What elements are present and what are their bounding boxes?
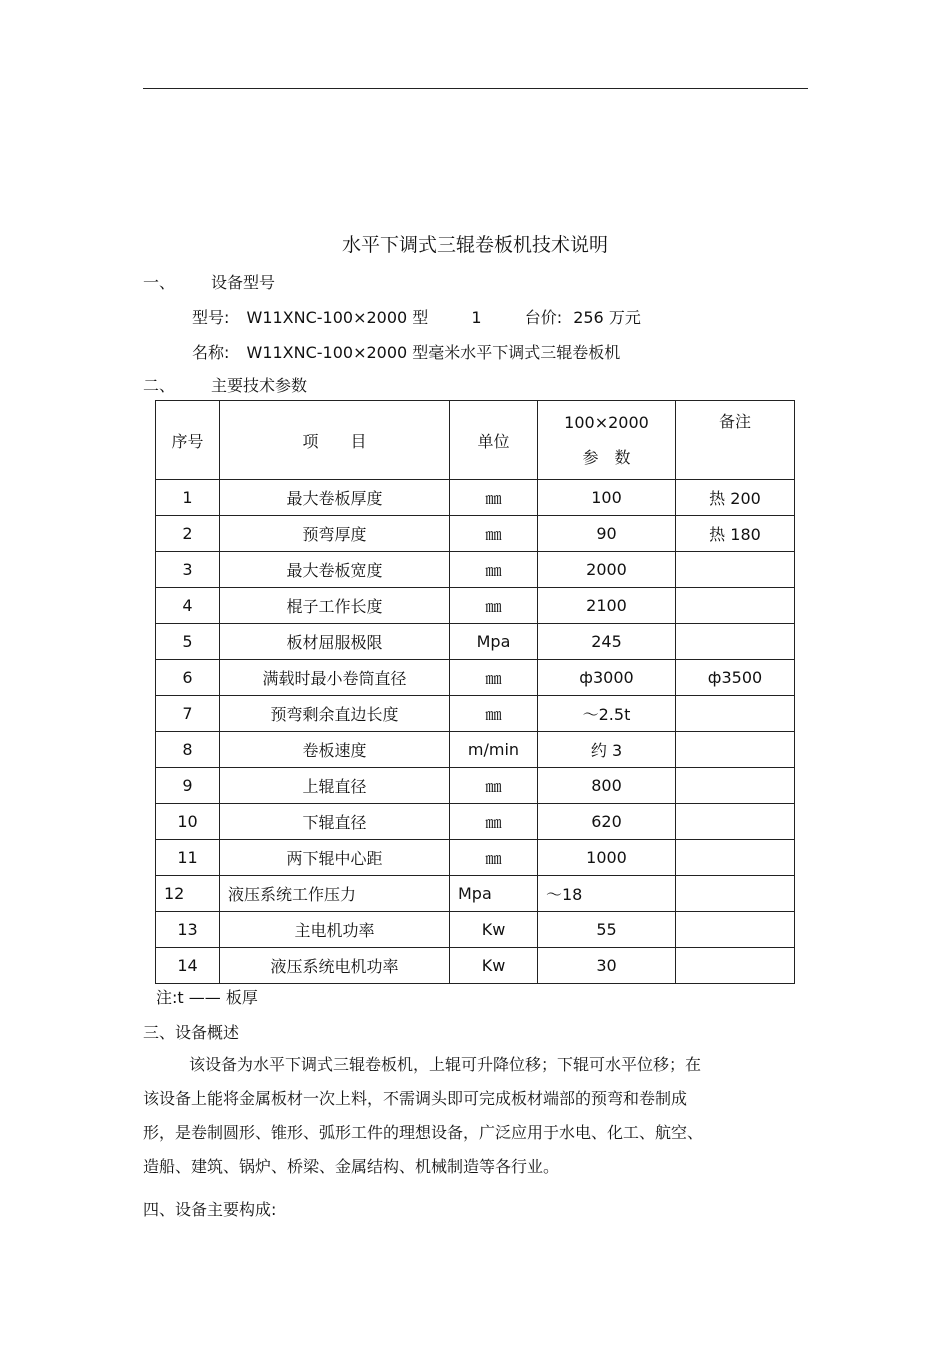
row-no: 9 [156, 768, 220, 804]
row-item: 卷板速度 [220, 732, 450, 768]
section-1-title: 设备型号 [211, 273, 276, 292]
row-item: 液压系统电机功率 [220, 948, 450, 984]
row-item: 液压系统工作压力 [220, 876, 450, 912]
row-item: 满载时最小卷筒直径 [220, 660, 450, 696]
table-row [156, 912, 795, 948]
row-no: 3 [156, 552, 220, 588]
spec-table-header [156, 401, 795, 480]
row-no: 1 [156, 480, 220, 516]
row-remark [676, 804, 795, 840]
row-item: 棍子工作长度 [220, 588, 450, 624]
row-item: 上辊直径 [220, 768, 450, 804]
document-title: 水平下调式三辊卷板机技术说明 [341, 234, 608, 256]
row-value: 800 [538, 768, 676, 804]
row-remark [676, 876, 795, 912]
row-unit: ㎜ [450, 552, 538, 588]
price-value: 256 万元 [573, 308, 641, 327]
row-value: ф3000 [538, 660, 676, 696]
paragraph-line: 该设备为水平下调式三辊卷板机，上辊可升降位移；下辊可水平位移；在 [189, 1055, 702, 1074]
table-row [156, 732, 795, 768]
table-row [156, 624, 795, 660]
row-unit: Kw [450, 912, 538, 948]
row-remark [676, 624, 795, 660]
paragraph-line: 该设备上能将金属板材一次上料，不需调头即可完成板材端部的预弯和卷制成 [143, 1089, 688, 1108]
row-unit: Mpa [450, 624, 538, 660]
row-unit: ㎜ [450, 804, 538, 840]
row-no: 11 [156, 840, 220, 876]
row-value: 620 [538, 804, 676, 840]
header-rule [143, 88, 808, 89]
table-row [156, 696, 795, 732]
row-no: 4 [156, 588, 220, 624]
header-unit: 单位 [450, 401, 538, 480]
row-value: 90 [538, 516, 676, 552]
row-unit: ㎜ [450, 696, 538, 732]
row-no: 6 [156, 660, 220, 696]
row-unit: ㎜ [450, 840, 538, 876]
section-2-number: 二、 [143, 376, 176, 395]
row-value: 1000 [538, 840, 676, 876]
section-1-number: 一、 [143, 273, 176, 292]
row-no: 5 [156, 624, 220, 660]
row-item: 最大卷板宽度 [220, 552, 450, 588]
row-remark [676, 768, 795, 804]
table-row [156, 840, 795, 876]
row-remark [676, 912, 795, 948]
header-item: 项 目 [220, 401, 450, 480]
table-row [156, 480, 795, 516]
paragraph-line: 形，是卷制圆形、锥形、弧形工件的理想设备，广泛应用于水电、化工、航空、 [143, 1123, 704, 1142]
row-remark [676, 552, 795, 588]
table-row [156, 516, 795, 552]
row-item: 预弯剩余直边长度 [220, 696, 450, 732]
row-value: 2100 [538, 588, 676, 624]
row-item: 两下辊中心距 [220, 840, 450, 876]
row-no: 14 [156, 948, 220, 984]
row-remark [676, 840, 795, 876]
table-row [156, 552, 795, 588]
row-value: ～2.5t [538, 696, 676, 732]
row-value: 100 [538, 480, 676, 516]
section-1-heading [143, 270, 275, 293]
row-unit: ㎜ [450, 516, 538, 552]
row-unit: ㎜ [450, 588, 538, 624]
table-row [156, 876, 795, 912]
table-row [156, 948, 795, 984]
name-line [192, 340, 620, 363]
header-no: 序号 [156, 401, 220, 480]
section-3-paragraph [143, 1048, 783, 1184]
row-unit: m/min [450, 732, 538, 768]
table-note: 注:t —— 板厚 [156, 988, 258, 1007]
section-2-title: 主要技术参数 [211, 376, 308, 395]
header-param-bottom: 参 数 [582, 448, 631, 467]
section-3-heading: 三、设备概述 [143, 1023, 240, 1042]
name-label: 名称: [192, 343, 230, 362]
row-no: 10 [156, 804, 220, 840]
model-value: W11XNC-100×2000 型 [246, 308, 429, 327]
row-unit: Mpa [450, 876, 538, 912]
row-unit: ㎜ [450, 480, 538, 516]
row-remark: 热 180 [676, 516, 795, 552]
header-remark: 备注 [676, 401, 795, 480]
row-unit: Kw [450, 948, 538, 984]
row-remark [676, 696, 795, 732]
row-value: 30 [538, 948, 676, 984]
name-value: W11XNC-100×2000 型毫米水平下调式三辊卷板机 [246, 343, 621, 362]
model-quantity: 1 [471, 308, 482, 327]
header-param-top: 100×2000 [564, 413, 649, 432]
row-value: 55 [538, 912, 676, 948]
row-value: ～18 [538, 876, 676, 912]
table-row [156, 768, 795, 804]
row-value: 2000 [538, 552, 676, 588]
row-remark [676, 948, 795, 984]
row-remark [676, 588, 795, 624]
row-value: 245 [538, 624, 676, 660]
row-item: 主电机功率 [220, 912, 450, 948]
model-label: 型号: [192, 308, 230, 327]
row-remark: 热 200 [676, 480, 795, 516]
row-item: 下辊直径 [220, 804, 450, 840]
model-line [192, 305, 641, 328]
row-remark [676, 732, 795, 768]
row-value: 约 3 [538, 732, 676, 768]
row-no: 7 [156, 696, 220, 732]
table-row [156, 660, 795, 696]
paragraph-line: 造船、建筑、锅炉、桥梁、金属结构、机械制造等各行业。 [143, 1157, 560, 1176]
row-no: 13 [156, 912, 220, 948]
section-4-heading: 四、设备主要构成: [143, 1200, 277, 1219]
row-no: 12 [156, 876, 220, 912]
row-unit: ㎜ [450, 768, 538, 804]
row-no: 2 [156, 516, 220, 552]
row-item: 板材屈服极限 [220, 624, 450, 660]
row-remark: ф3500 [676, 660, 795, 696]
row-no: 8 [156, 732, 220, 768]
row-item: 预弯厚度 [220, 516, 450, 552]
row-unit: ㎜ [450, 660, 538, 696]
spec-table [155, 400, 795, 984]
price-label: 台价: [524, 308, 563, 327]
table-row [156, 588, 795, 624]
row-item: 最大卷板厚度 [220, 480, 450, 516]
header-param [538, 401, 676, 480]
table-row [156, 804, 795, 840]
section-2-heading [143, 373, 307, 396]
